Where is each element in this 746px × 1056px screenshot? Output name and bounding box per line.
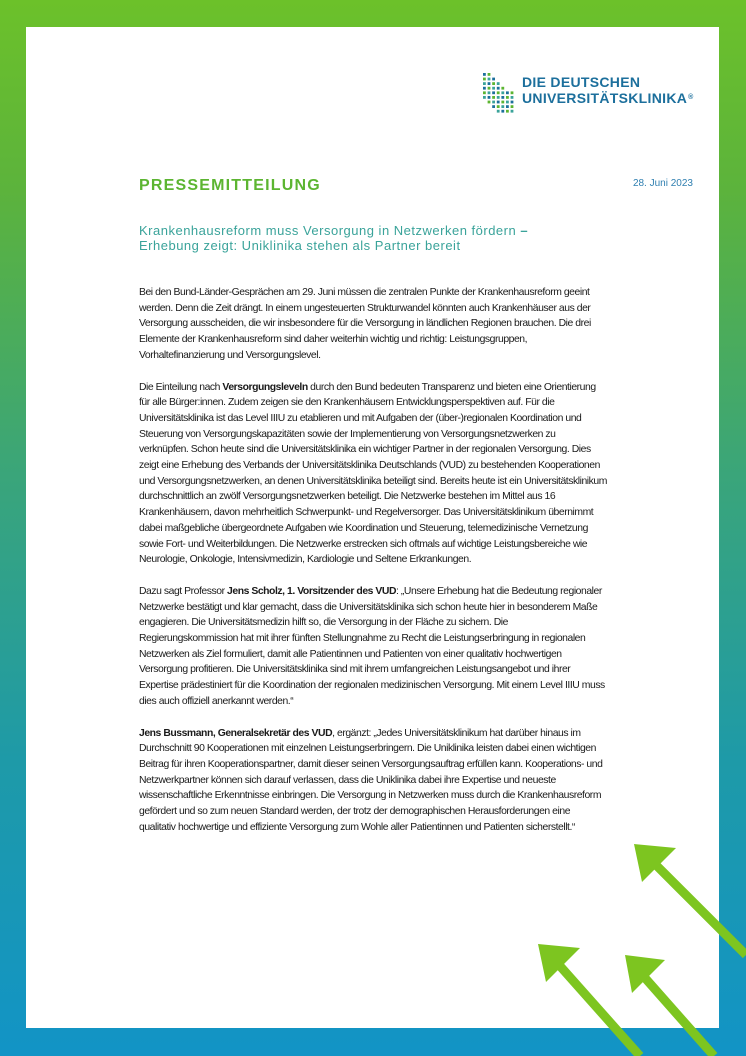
arrow-bottom-right-shaft [638,970,714,1056]
logo-line-2: UNIVERSITÄTSKLINIKA® [522,90,694,106]
headline-line-1: Krankenhausreform muss Versorgung in Netzwerken fördern – [139,223,529,238]
paragraph-1: Bei den Bund-Länder-Gesprächen am 29. Juni müssen die zentralen Punkte der Krankenhausreform geeint werden. Denn die Zeit drängt. In einem ungesteuerten Strukturwandel könnten auch Krankenhäuser aus der Versorgung ausscheiden, die wir insbesondere für die Versorgung in ländlichen Regionen brauchen. Die drei Elemente der Krankenhausreform sind daher weiterhin wichtig und richtig: Leistungsgruppen, Vorhaltefinanzierung und Versorgungslevel. [139,287,591,361]
paragraph-4: Jens Bussmann, Generalsekretär des VUD, ergänzt: „Jedes Universitätsklinikum hat darüber hinaus im Durchschnitt 90 Kooperationen mit einzelnen Leistungserbringern. Die Uniklinika leisten dabei einen wichtigen Beitrag für ihren Kooperationspartner, damit dieser seinen Versorgungsauftrag erfüllen kann. Kooperations- und Netzwerkpartner können sich darauf verlassen, dass die Uniklinika dabei ihre Expertise und neueste wissenschaftliche Erkenntnisse einbringen. Die Versorgung in Netzwerken muss durch die Krankenhausreform gefördert und so zum neuen Standard werden, der trotz der demographischen Herausforderungen eine qualitativ hochwertige und effiziente Versorgung zum Wohle aller Patientinnen und Patienten sicherstellt.“ [139,727,603,833]
headline-dash: – [520,223,529,238]
paragraph-2: Die Einteilung nach Versorgungsleveln durch den Bund bedeuten Transparenz und bieten eine Orientierung für alle Bürger:innen. Zudem zeigen sie den Krankenhäusern Entwicklungsperspektiven auf. Für die Universitätsklinika ist das Level IIIU zu etablieren und mit Aufgaben der (über-)regionalen Koordination und Steuerung von Versorgungskapazitäten sowie der Implementierung von Versorgungsnetzwerken zu verknüpfen. Schon heute sind die Universitätsklinika ein wichtiger Partner in der regionalen Versorgung. Dies zeigt eine Erhebung des Verbands der Universitätsklinika Deutschlands (VUD) zu bestehenden Kooperationen und Versorgungsnetzwerken, an denen Universitätsklinika beteiligt sind. Bereits heute ist ein Universitätsklinikum durchschnittlich an zwölf Versorgungsnetzwerken beteiligt. Die Netzwerke bestehen im Mittel aus 16 Krankenhäusern, davon mehrheitlich Schwerpunkt- und Regelversorger. Das Universitätsklinikum übernimmt dabei maßgebliche übergeordnete Aufgaben wie Koordination und Steuerung, telemedizinische Vernetzung sowie Fort- und Weiterbildungen. Die Netzwerke erstrecken sich oftmals auf wichtige Leistungsbereiche wie Neurologie, Onkologie, Intensivmedizin, Kardiologie und Seltene Erkrankungen. [139,381,607,566]
headline-line-2: Erhebung zeigt: Uniklinika stehen als Partner bereit [139,238,461,253]
paragraph-3: Dazu sagt Professor Jens Scholz, 1. Vorsitzender des VUD: „Unsere Erhebung hat die Bedeutung regionaler Netzwerke bestätigt und klar gemacht, dass die Universitätsklinika sich schon heute hier in besonderem Maße engagieren. Die Universitätsmedizin hilft so, die Versorgung in der Fläche zu sichern. Die Regierungskommission hat mit ihrer fünften Stellungnahme zu Recht die Leistungserbringung in regionalen Netzwerken als Ziel formuliert, damit alle Patientinnen und Patienten von einer qualitativ hochwertigen Versorgung profitieren. Die Universitätsklinika sind mit ihrem umfangreichen Leistungsangebot und ihrer Expertise prädestiniert für die Koordination der regionalen medizinischen Versorgung. Mit einem Level IIIU muss dies auch offiziell anerkannt werden.“ [139,585,605,707]
speaker-bussmann: Jens Bussmann, Generalsekretär des VUD [139,727,333,739]
registered-mark: ® [688,94,694,101]
arrow-bottom-middle-shaft [552,957,640,1056]
speaker-scholz: Jens Scholz, 1. Vorsitzender des VUD [227,585,396,597]
logo-line-1: DIE DEUTSCHEN [522,74,641,90]
document-type: PRESSEMITTEILUNG [139,177,321,194]
release-date: 28. Juni 2023 [632,178,693,189]
arrow-upper-right-shaft [648,857,746,955]
keyword-versorgungslevel: Versorgungsleveln [222,381,308,393]
